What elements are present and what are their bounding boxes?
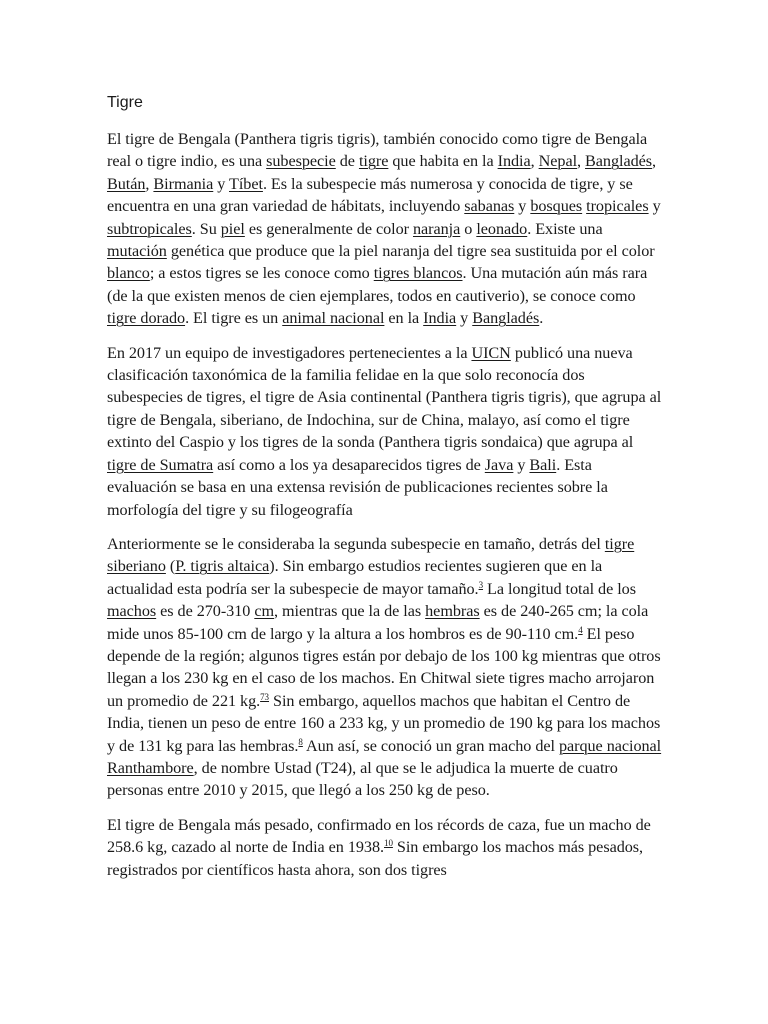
footnote-ref[interactable]: 4 (578, 624, 583, 635)
text-link[interactable]: piel (220, 219, 245, 238)
text-run: La longitud total de los (483, 579, 636, 598)
text-run: Aun así, se conoció un gran macho del (302, 736, 559, 755)
text-run: Anteriormente se le consideraba la segunda subespecie en tamaño, detrás del (107, 534, 605, 553)
text-link[interactable]: Bután (107, 174, 146, 193)
text-link[interactable]: UICN (471, 343, 511, 362)
text-run: . Existe una (527, 219, 603, 238)
text-run: y (513, 455, 530, 474)
text-link[interactable]: P. tigris altaica (175, 557, 270, 576)
text-run: . Su (191, 219, 221, 238)
text-run: es de 270-310 (156, 602, 255, 621)
text-run: . Esta evaluación se basa en una extensa revisión de publicaciones recientes sobre la morfología del tigre y su filogeografía (107, 455, 608, 519)
text-run: Sin embargo los machos más pesados, registrados por científicos hasta ahora, son dos tigres (107, 838, 644, 879)
text-run: así como a los ya desaparecidos tigres de (213, 455, 485, 474)
text-link[interactable]: Tíbet (229, 174, 263, 193)
text-run: es generalmente de color (244, 219, 413, 238)
text-run: y (213, 174, 230, 193)
text-run: genética que produce que la piel naranja del tigre sea sustituida por el color (166, 242, 655, 261)
text-run: El tigre de Bengala (Panthera tigris tigris), también conocido como tigre de Bengala real o tigre indio, es una (107, 130, 648, 171)
paragraph (107, 128, 663, 330)
text-link[interactable]: Bali (529, 455, 557, 474)
text-run: que habita en la (388, 152, 498, 171)
text-run: . El tigre es un (185, 309, 283, 328)
text-link[interactable]: machos (107, 602, 157, 621)
text-link[interactable]: Java (484, 455, 514, 474)
text-link[interactable]: subtropicales (107, 219, 192, 238)
footnote-ref[interactable]: 73 (260, 691, 270, 702)
text-link[interactable]: tigre siberiano (107, 534, 635, 576)
text-run: , (652, 152, 657, 171)
text-link[interactable]: India (497, 152, 531, 171)
document-title: Tigre (107, 94, 143, 111)
text-run: publicó una nueva clasificación taxonómica de la familia felidae en la que solo reconocía dos subespecies de tigres, el tigre de Asia continental (Panthera tigris tigris), que agrupa al tigre de Bengala, siberiano, de Indochina, sur de China, malayo, así como el tigre extinto del Caspio y los tigres de la sonda (Panthera tigris sondaica) que agrupa al (107, 343, 662, 452)
text-link[interactable]: mutación (107, 242, 167, 261)
text-link[interactable]: Birmania (153, 174, 214, 193)
paragraph (107, 533, 663, 802)
document-body (107, 128, 663, 881)
text-run: y (456, 309, 473, 328)
text-run: y (514, 197, 531, 216)
text-run: . Una mutación aún más rara (de la que existen menos de cien ejemplares, todos en cautiverio), se conoce como (107, 264, 648, 305)
text-link[interactable]: Bangladés (585, 152, 653, 171)
document-page (107, 92, 663, 893)
text-link[interactable]: subespecie (266, 152, 336, 171)
text-link[interactable]: tigre dorado (107, 309, 186, 328)
text-run: , (530, 152, 539, 171)
text-run: . Es la subespecie más numerosa y conocida de tigre, y se encuentra en una gran variedad de hábitats, incluyendo (107, 174, 633, 216)
text-link[interactable]: blanco (107, 264, 150, 283)
text-link[interactable]: tigre de Sumatra (107, 455, 214, 474)
text-run: , de nombre Ustad (T24), al que se le adjudica la muerte de cuatro personas entre 2010 y 2015, que llegó a los 250 kg de peso. (107, 758, 618, 800)
text-link[interactable]: sabanas (464, 197, 515, 216)
footnote-ref[interactable]: 10 (384, 838, 393, 849)
text-run: , (577, 152, 586, 171)
text-link[interactable]: cm (254, 602, 274, 621)
text-run: , (145, 174, 154, 193)
footnote-ref[interactable]: 8 (298, 736, 303, 747)
text-link[interactable]: tigres blancos (373, 264, 463, 283)
text-run: El tigre de Bengala más pesado, confirmado en los récords de caza, fue un macho de 258.6 kg, cazado al norte de India en 1938. (107, 815, 651, 857)
text-link[interactable]: naranja (412, 219, 461, 238)
text-run: , mientras que la de las (274, 602, 426, 621)
text-link[interactable]: tropicales (586, 197, 649, 216)
text-run: de (335, 152, 359, 171)
text-link[interactable]: hembras (425, 602, 480, 621)
text-run: o (460, 219, 477, 238)
text-run: ; a estos tigres se les conoce como (149, 264, 374, 283)
paragraph (107, 342, 663, 521)
text-link[interactable]: bosques (530, 197, 583, 216)
text-link[interactable]: animal nacional (282, 309, 385, 328)
text-run: . (539, 309, 544, 328)
text-run: en la (384, 309, 424, 328)
text-link[interactable]: parque nacional Ranthambore (107, 736, 662, 777)
text-link[interactable]: Nepal (538, 152, 578, 171)
text-run: ( (165, 557, 176, 576)
text-link[interactable]: leonado (476, 219, 528, 238)
footnote-ref[interactable]: 3 (478, 579, 484, 590)
text-run: y (648, 197, 661, 216)
paragraph (107, 814, 663, 881)
text-run: Sin embargo, aquellos machos que habitan el Centro de India, tienen un peso de entre 160 a 233 kg, y un promedio de 190 kg para los machos y de 131 kg para las hembras. (107, 691, 661, 755)
text-link[interactable]: tigre (358, 152, 389, 171)
text-run: ). Sin embargo estudios recientes sugieren que en la actualidad esta podría ser la subespecie de mayor tamaño. (107, 557, 603, 598)
text-link[interactable]: India (423, 309, 457, 328)
text-run: es de 240-265 cm; la cola mide unos 85-100 cm de largo y la altura a los hombros es de 90-110 cm. (107, 602, 649, 643)
text-run: En 2017 un equipo de investigadores pertenecientes a la (107, 343, 472, 362)
text-link[interactable]: Bangladés (472, 309, 540, 328)
text-run: El peso depende de la región; algunos tigres están por debajo de los 100 kg mientras que otros llegan a los 230 kg en el caso de los machos. En Chitwal siete tigres macho arrojaron un promedio de 221 kg. (107, 624, 661, 710)
